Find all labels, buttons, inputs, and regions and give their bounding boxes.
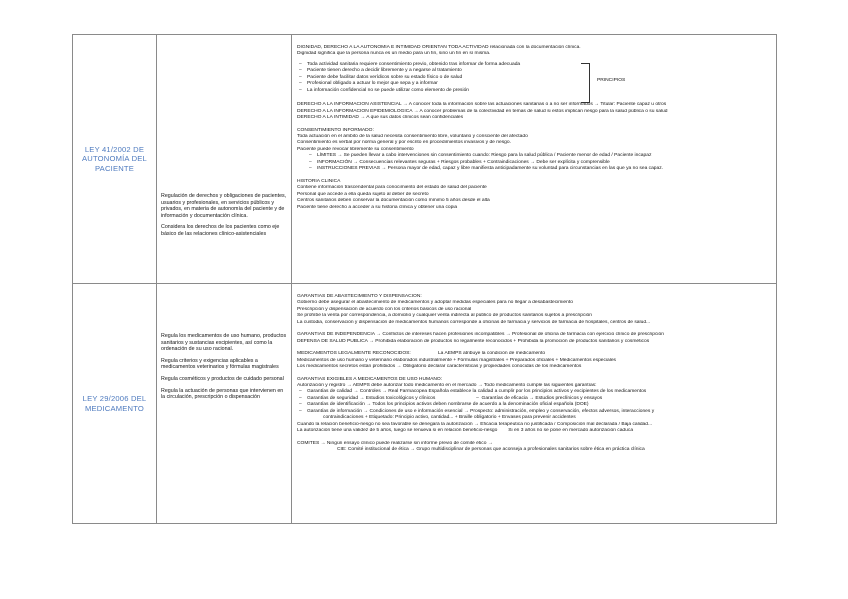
law-content-cell bbox=[292, 35, 777, 284]
content-line: DEFENSA DE SALUD PÚBLICA → Prohibida elaboración de productos no legalmente reconocidos + Prohibida la promoción de productos sanitarios y cosméticos bbox=[297, 338, 650, 344]
content-line: MEDICAMENTOS LEGALMENTE RECONOCIDOS: La AEMPS atribuye la condición de medicamento bbox=[297, 351, 546, 357]
law-content-cell bbox=[292, 284, 777, 524]
section-title: GARANTÍAS DE ABASTECIMIENTO Y DISPENSACIÓN: bbox=[297, 294, 422, 299]
section-title: HISTORIA CLÍNICA bbox=[297, 178, 341, 184]
law-title-cell bbox=[73, 35, 157, 284]
content-line: DERECHO A LA INFORMACIÓN EPIDEMIOLÓGICA → A conocer problemas de la colectividad en temas de salud si estos implican riesgo para la salud pública o su salud bbox=[297, 108, 668, 114]
law-title-line: MEDICAMENTO bbox=[84, 403, 145, 413]
content-line: Personal que accede a ella queda sujeto al deber de secreto bbox=[297, 191, 429, 197]
law-description-cell bbox=[157, 35, 292, 284]
content-line: La custodia, conservación y dispensación de medicamentos humanos corresponde a oficinas de farmacia y servicios de farmacia de hospitales, centros de salud... bbox=[297, 319, 651, 325]
content-line: Los medicamentos secretos están prohibidos → Obligatorio declarar características y propiedades conocidas de los medicamentos bbox=[297, 364, 582, 370]
description-paragraph: Regula cosméticos y productos de cuidado personal bbox=[161, 375, 284, 382]
law-title-line: LEY 29/2006 DEL bbox=[82, 394, 147, 404]
content-line: GARANTÍAS DE INDEPENDENCIA → Conflictos de intereses hacen profesiones incompatibles → Profesional de oficina de farmacia con ejercicio clínico de prescripción bbox=[297, 332, 664, 338]
content-line: Gobierno debe asegurar el abastecimiento de medicamentos y adoptar medidas especiales para no llegar a desabastecimiento bbox=[297, 300, 573, 306]
guarantee-bullet: – Garantías de calidad → Controles → Real Farmacopea Española establece la calidad a cumplir por los principios activos y excipientes de los medicamentos bbox=[297, 389, 771, 395]
description-paragraph: Regula criterios y exigencias aplicables a medicamentos veterinarios y fórmulas magistrales bbox=[161, 357, 279, 371]
content-line: Centros sanitarios deben conservar la documentación como mínimo 5 años desde el alta bbox=[297, 198, 490, 204]
principle-item: – Paciente tienen derecho a decidir libremente y a negarse al tratamiento bbox=[297, 68, 771, 74]
principle-item: – Profesional obligado a actuar lo mejor que sepa y a informar bbox=[297, 81, 771, 87]
law-title-line: AUTONOMÍA DEL bbox=[82, 154, 147, 164]
content-line: COMITÉS → Ningún ensayo clínico puede realizarse sin informe previo de comité ético → bbox=[297, 440, 493, 446]
principles-block bbox=[297, 62, 771, 94]
description-paragraph: Regulación de derechos y obligaciones de pacientes, usuarios y profesionales, en servicios públicos y privados, en materia de autonomía del paciente y de información y documentación clínica. bbox=[161, 193, 287, 219]
section-title: GARANTÍAS EXIGIBLES A MEDICAMENTOS DE USO HUMANO: bbox=[297, 376, 443, 382]
table-row bbox=[73, 284, 777, 524]
principle-item: – Paciente debe facilitar datos verídicos sobre su estado físico o de salud bbox=[297, 75, 771, 81]
content-line: Prescripción y dispensación de acuerdo con los criterios básicos de uso racional bbox=[297, 306, 472, 312]
content-line: Cuando la relación beneficio-riesgo no sea favorable se denegará la autorización → Eficacia terapéutica no justificada / Composición mal declarada / Baja calidad... bbox=[297, 421, 653, 427]
content-line: Consentimiento es verbal por norma general y por escrito en procedimientos invasivos y de riesgo. bbox=[297, 140, 511, 146]
content-line: Se prohíbe la venta por correspondencia, a domicilio y cualquier venta indirecta al público de productos sanitarios sujetos a prescripción bbox=[297, 313, 592, 319]
content-line: Paciente puede revocar libremente su consentimiento bbox=[297, 146, 414, 152]
consent-bullet: – INSTRUCCIONES PREVIAS → Persona mayor de edad, capaz y libre manifiesta anticipadamente su voluntad para circunstancias en las que ya no sea capaz. bbox=[297, 166, 771, 172]
content-line: La autorización tiene una validez de 5 años, luego se renueva si en relación beneficio-riesgo Si en 3 años no se pone en mercado autorización caduca bbox=[297, 428, 634, 434]
content-line: Autorización y registro → AEMPS debe autorizar todo medicamento en el mercado → Todo medicamento cumple las siguientes garantías: bbox=[297, 382, 597, 388]
principles-label: PRINCIPIOS bbox=[597, 77, 626, 83]
content-line: CIE: Comité institucional de ética → Grupo multidisciplinar de personas que aconseja a profesionales sanitarios sobre ética en práctica clínica bbox=[337, 447, 645, 453]
guarantee-bullet: – Garantías de seguridad → Estudios toxicológicos y clínicos – Garantías de eficacia → Estudios preclínicos y ensayos bbox=[297, 396, 771, 402]
description-paragraph: Considera los derechos de los pacientes como eje básico de las relaciones clínico-asistenciales bbox=[161, 224, 280, 237]
guarantee-bullet: – Garantías de información → Condiciones de uso e información esencial → Prospecto: administración, empleo y conservación, efectos adversos, interacciones y bbox=[297, 409, 771, 415]
content-line: Dignidad significa que la persona nunca es un medio para un fin, sino un fin en sí misma. bbox=[297, 51, 491, 57]
consent-bullet: – LÍMITES → Se pueden llevar a cabo intervenciones sin consentimiento cuando: Riesgo para la salud pública / Paciente menor de edad / Paciente incapaz bbox=[297, 153, 771, 159]
law-description-cell bbox=[157, 284, 292, 524]
law-title-line: LEY 41/2002 DE bbox=[84, 144, 145, 154]
principle-item: – La información confidencial no se puede utilizar como elemento de presión bbox=[297, 88, 771, 94]
section-title: CONSENTIMIENTO INFORMADO: bbox=[297, 127, 374, 133]
content-line: DERECHO A LA INFORMACIÓN ASISTENCIAL → A conocer toda la información sobre las actuaciones sanitarias o a no ser informados → Titular: Paciente capaz u otros bbox=[297, 102, 667, 108]
description-paragraph: Regula la actuación de personas que intervienen en la circulación, prescripción o dispensación bbox=[161, 387, 284, 401]
content-line: contraindicaciones + Etiquetado: Principio activo, cantidad... + Braille obligatorio + Envases para prevenir accidentes bbox=[323, 415, 576, 421]
content-line: DIGNIDAD, DERECHO A LA AUTONOMÍA E INTIMIDAD ORIENTAN TODA ACTIVIDAD relacionada con la documentación clínica. bbox=[297, 45, 581, 50]
law-title-cell bbox=[73, 284, 157, 524]
consent-bullet: – INFORMACIÓN → Consecuencias relevantes seguras + Riesgos probables + Contraindicaciones → Debe ser explícita y comprensible bbox=[297, 160, 771, 166]
law-summary-table bbox=[72, 34, 777, 524]
description-paragraph: Regula los medicamentos de uso humano, productos sanitarios y sustancias excipientes, así como la ordenación de su uso racional. bbox=[161, 333, 287, 353]
content-line: DERECHO A LA INTIMIDAD → A que sus datos clínicos sean confidenciales bbox=[297, 115, 464, 121]
content-line: Toda actuación en el ámbito de la salud necesita consentimiento libre, voluntario y consciente del afectado bbox=[297, 133, 528, 139]
table-row bbox=[73, 35, 777, 284]
content-line: Paciente tiene derecho a acceder a su historia clínica y obtener una copia bbox=[297, 204, 458, 210]
principles-bracket bbox=[581, 63, 590, 103]
law-title-line: PACIENTE bbox=[94, 163, 134, 173]
content-line: Medicamentos de uso humano y veterinario elaborados industrialmente + Fórmulas magistrales + Preparados oficiales + Medicamentos especiales bbox=[297, 357, 617, 363]
guarantee-bullet: – Garantías de identificación → Todos los principios activos deben nombrarse de acuerdo a la denominación oficial española (DOE) bbox=[297, 402, 771, 408]
content-line: Contiene información trascendental para conocimiento del estado de salud del paciente bbox=[297, 185, 487, 191]
principle-item: – Toda actividad sanitaria requiere consentimiento previo, obtenido tras informar de forma adecuada bbox=[297, 62, 771, 68]
